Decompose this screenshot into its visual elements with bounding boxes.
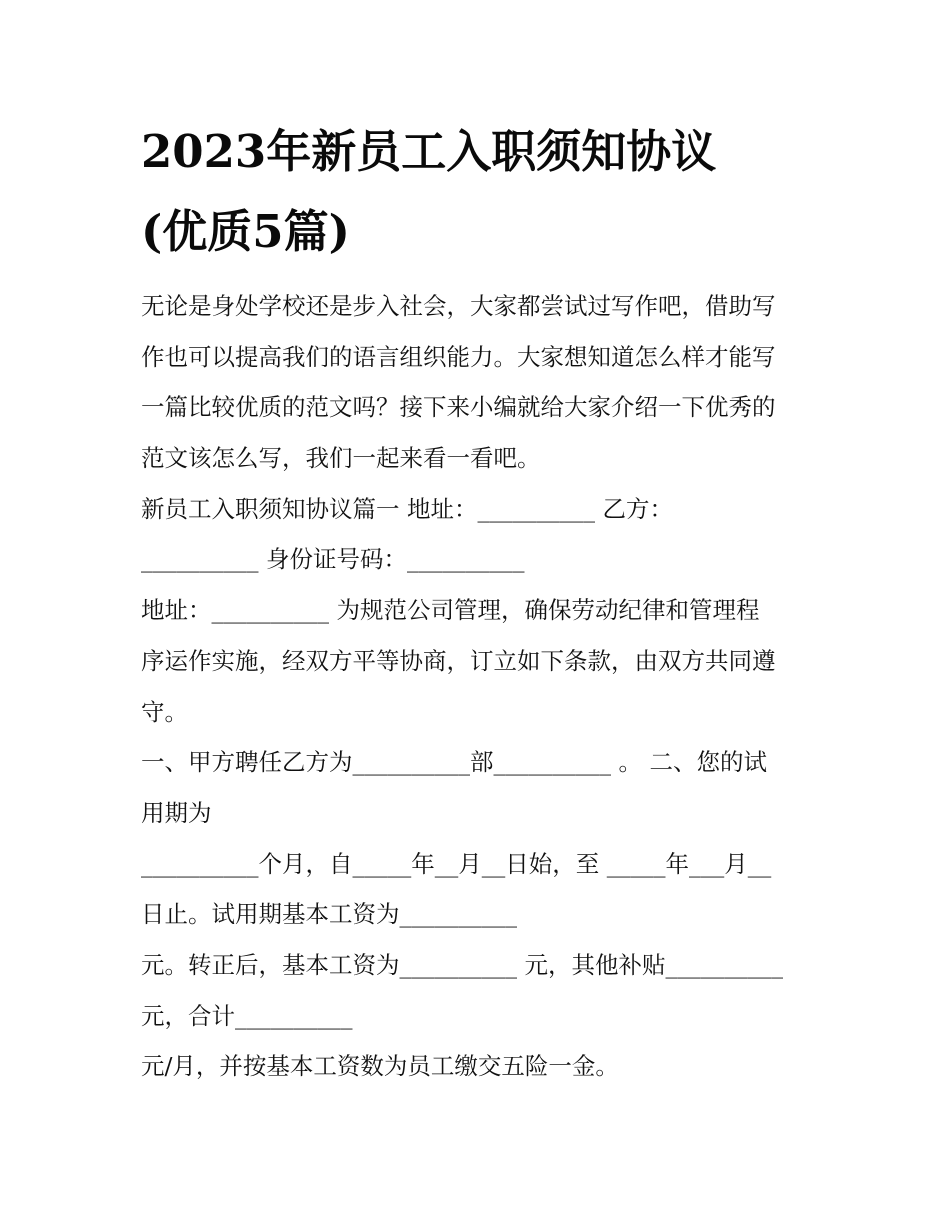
agreement-purpose-line-1: 地址：__________ 为规范公司管理，确保劳动纪律和管理程 (141, 596, 760, 625)
total-line: 元，合计__________ (141, 1001, 353, 1030)
intro-line-2: 作也可以提高我们的语言组织能力。大家想知道怎么样才能写 (141, 342, 776, 371)
intro-line-3: 一篇比较优质的范文吗？接下来小编就给大家介绍一下优秀的 (141, 393, 776, 422)
agreement-address-line: 新员工入职须知协议篇一 地址：__________ 乙方： (141, 494, 673, 523)
document-page (141, 112, 821, 1092)
intro-line-1: 无论是身处学校还是步入社会，大家都尝试过写作吧，借助写 (141, 292, 776, 320)
agreement-purpose-line-2: 序运作实施，经双方平等协商，订立如下条款，由双方共同遵 (141, 646, 776, 675)
agreement-purpose-line-3: 守。 (141, 697, 188, 726)
clause-two-line-1: 用期为 (141, 798, 212, 827)
document-title (141, 112, 821, 272)
title-line-1: 2023年新员工入职须知协议 (141, 125, 717, 178)
title-line-2: (优质5篇) (141, 205, 350, 258)
agreement-id-line: __________ 身份证号码：__________ (141, 545, 525, 574)
clause-one-line: 一、甲方聘任乙方为__________部__________ 。 二、您的试 (141, 748, 767, 777)
clause-two-line-2: __________个月，自_____年__月__日始，至 _____年___月__ (141, 849, 772, 878)
intro-line-4: 范文该怎么写，我们一起来看一看吧。 (141, 444, 541, 473)
probation-salary-line: 日止。试用期基本工资为__________ (141, 900, 517, 929)
document-body (141, 281, 821, 1092)
insurance-line: 元/月，并按基本工资数为员工缴交五险一金。 (141, 1052, 619, 1081)
regular-salary-line: 元。转正后，基本工资为__________ 元，其他补贴__________ (141, 950, 783, 979)
